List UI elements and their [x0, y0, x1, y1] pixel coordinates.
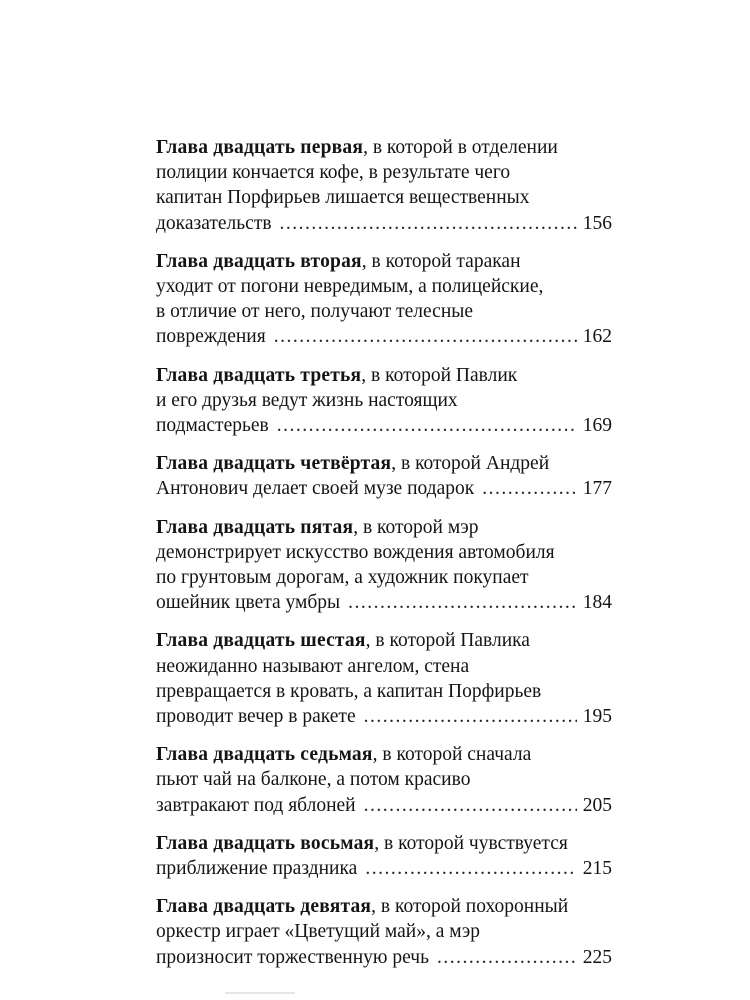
scan-edge-mark: [225, 992, 295, 994]
toc-line: [156, 363, 612, 388]
chapter-description: пьют чай на балконе, а потом красиво: [156, 769, 471, 791]
chapter-description: и его друзья ведут жизнь настоящих: [156, 389, 458, 411]
chapter-description: , в которой в отделении: [363, 137, 558, 158]
page-number: 215: [582, 858, 612, 880]
chapter-description: приближение праздника: [156, 858, 358, 880]
dot-leader: [274, 324, 577, 349]
chapter-description: полиции кончается кофе, в результате чего: [156, 162, 511, 184]
chapter-description: оркестр играет «Цветущий май», а мэр: [156, 921, 480, 943]
toc-entry: [156, 831, 612, 881]
chapter-description: повреждения: [156, 326, 266, 348]
toc-line: [156, 590, 612, 615]
toc-line: [156, 299, 612, 324]
chapter-title: Глава двадцать третья: [156, 364, 362, 386]
chapter-title: Глава двадцать восьмая: [156, 832, 375, 854]
page-number: 169: [582, 415, 612, 437]
dot-leader: [348, 590, 577, 615]
toc-entry: [156, 742, 612, 818]
chapter-description: завтракают под яблоней: [156, 794, 356, 816]
toc-line: [156, 793, 612, 818]
chapter-title: Глава двадцать седьмая: [156, 744, 373, 766]
toc-line: [156, 515, 612, 540]
chapter-title: Глава двадцать первая: [156, 137, 364, 158]
toc-entry: [156, 135, 612, 236]
table-of-contents: [156, 135, 612, 983]
chapter-description: демонстрирует искусство вождения автомобиля: [156, 541, 555, 563]
toc-line: [156, 185, 612, 210]
toc-line: [156, 476, 612, 501]
toc-line: [156, 135, 612, 160]
toc-line: [156, 945, 612, 970]
dot-leader: [364, 704, 577, 729]
dot-leader: [437, 945, 577, 970]
chapter-description: , в которой мэр: [353, 516, 479, 538]
page-number: 184: [582, 592, 612, 614]
toc-line: [156, 249, 612, 274]
chapter-description: подмастерьев: [156, 415, 269, 437]
dot-leader: [365, 856, 576, 881]
chapter-description: , в которой Павлик: [361, 364, 518, 386]
toc-entry: [156, 628, 612, 729]
toc-entry: [156, 451, 612, 501]
chapter-description: , в которой таракан: [361, 250, 521, 272]
toc-line: [156, 856, 612, 881]
toc-line: [156, 894, 612, 919]
dot-leader: [277, 413, 577, 438]
dot-leader: [364, 793, 577, 818]
toc-line: [156, 628, 612, 653]
chapter-description: уходит от погони невредимым, а полицейские,: [156, 276, 544, 298]
chapter-description: доказательств: [156, 212, 272, 234]
toc-line: [156, 160, 612, 185]
toc-line: [156, 767, 612, 792]
toc-line: [156, 413, 612, 438]
chapter-description: , в которой Павлика: [365, 630, 530, 652]
chapter-description: по грунтовым дорогам, а художник покупает: [156, 567, 529, 589]
chapter-description: Антонович делает своей музе подарок: [156, 478, 475, 500]
chapter-description: капитан Порфирьев лишается вещественных: [156, 187, 530, 209]
chapter-description: произносит торжественную речь: [156, 946, 429, 968]
chapter-title: Глава двадцать вторая: [156, 250, 362, 272]
chapter-description: , в которой чувствуется: [374, 832, 568, 854]
page-number: 225: [582, 946, 612, 968]
toc-entry: [156, 363, 612, 439]
dot-leader: [280, 211, 577, 236]
toc-entry: [156, 515, 612, 616]
toc-line: [156, 274, 612, 299]
toc-line: [156, 831, 612, 856]
toc-line: [156, 679, 612, 704]
toc-entry: [156, 894, 612, 970]
chapter-description: ошейник цвета умбры: [156, 592, 341, 614]
page-number: 162: [582, 326, 612, 348]
chapter-description: превращается в кровать, а капитан Порфирьев: [156, 680, 542, 702]
chapter-description: , в которой похоронный: [371, 896, 569, 918]
chapter-title: Глава двадцать четвёртая: [156, 453, 392, 475]
toc-entry: [156, 249, 612, 350]
toc-line: [156, 565, 612, 590]
page-number: 205: [582, 794, 612, 816]
page-number: 156: [582, 212, 612, 234]
toc-line: [156, 742, 612, 767]
chapter-title: Глава двадцать пятая: [156, 516, 354, 538]
dot-leader: [482, 476, 577, 501]
chapter-title: Глава двадцать девятая: [156, 896, 372, 918]
toc-line: [156, 211, 612, 236]
chapter-description: неожиданно называют ангелом, стена: [156, 655, 470, 677]
page-number: 177: [582, 478, 612, 500]
toc-line: [156, 324, 612, 349]
toc-line: [156, 704, 612, 729]
chapter-description: , в которой Андрей: [391, 453, 550, 475]
toc-line: [156, 540, 612, 565]
chapter-description: , в которой сначала: [372, 744, 532, 766]
toc-line: [156, 451, 612, 476]
chapter-description: проводит вечер в ракете: [156, 706, 356, 728]
toc-line: [156, 388, 612, 413]
toc-line: [156, 654, 612, 679]
chapter-title: Глава двадцать шестая: [156, 630, 366, 652]
page-number: 195: [582, 706, 612, 728]
toc-line: [156, 919, 612, 944]
chapter-description: в отличие от него, получают телесные: [156, 301, 474, 323]
